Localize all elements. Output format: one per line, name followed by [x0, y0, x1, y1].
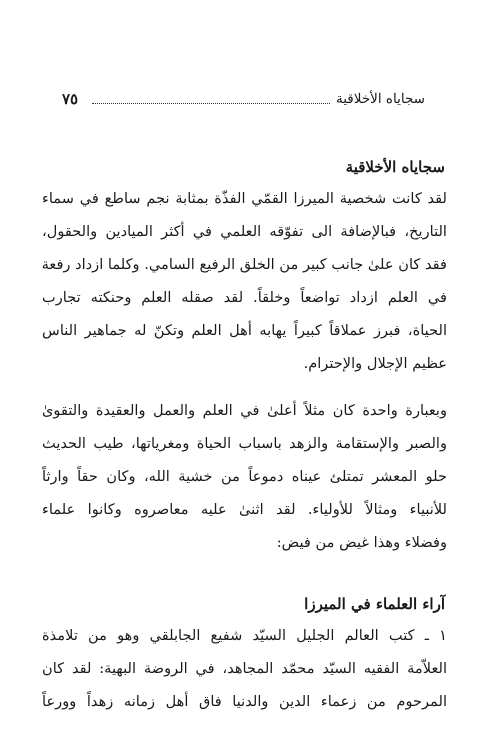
text-line: التاريخ، فبالإضافة الى تفوّقه العلمي في أكثر الميادين والحقول، [42, 223, 447, 240]
section-heading: آراء العلماء في الميرزا [304, 595, 445, 613]
section-heading: سجاياه الأخلاقية [345, 158, 445, 176]
text-line: لقد كانت شخصية الميرزا القمّي الفذّة بمثابة نجم ساطع في سماء [42, 190, 447, 207]
page-number: ٧٥ [62, 90, 79, 108]
text-line: عظيم الإجلال والإحترام. [303, 355, 447, 372]
text-line: العلاّمة الفقيه السيّد محمّد المجاهد، في الروضة البهية: لقد كان [42, 660, 447, 677]
page-body [42, 152, 447, 718]
text-line: وبعبارة واحدة كان مثلاً أعلىٰ في العلم والعمل والعقيدة والتقوىٰ [42, 402, 447, 419]
paragraph [42, 182, 447, 380]
leader-dots [92, 95, 330, 104]
running-head-title: سجاياه الأخلاقية [336, 91, 425, 107]
text-line: ١ ـ كتب العالم الجليل السيّد شفيع الجابلقي وهو من تلامذة [42, 627, 447, 644]
text-line: الحياة، فبرز عملاقاً كبيراً يهابه أهل العلم وتكنّ له جماهير الناس [42, 322, 447, 339]
text-line: فقد كان علىٰ جانب كبير من الخلق الرفيع السامي. وكلما ازداد رفعة [41, 256, 447, 273]
paragraph [42, 619, 447, 718]
running-head [62, 88, 425, 110]
paragraph [42, 394, 447, 559]
text-line: في العلم ازداد تواضعاً وخلقاً. لقد صقله العلم وحنكته تجارب [42, 289, 447, 306]
text-line: المرحوم من زعماء الدين والدنيا فاق أهل زمانه زهداً وورعاً [42, 693, 447, 710]
text-line: حلو المعشر تمتلئ عيناه دموعاً من خشية الله، وكان حقاً وارثاً [42, 468, 447, 485]
text-line: للأنبياء ومثالاً للأولياء. لقد اثنىٰ عليه معاصروه وكانوا علماء [42, 501, 447, 518]
text-line: والصبر والإستقامة والزهد باسباب الحياة ومغرياتها، طيب الحديث [42, 435, 447, 452]
text-line: وفضلاء وهذا غيض من فيض: [276, 534, 447, 551]
